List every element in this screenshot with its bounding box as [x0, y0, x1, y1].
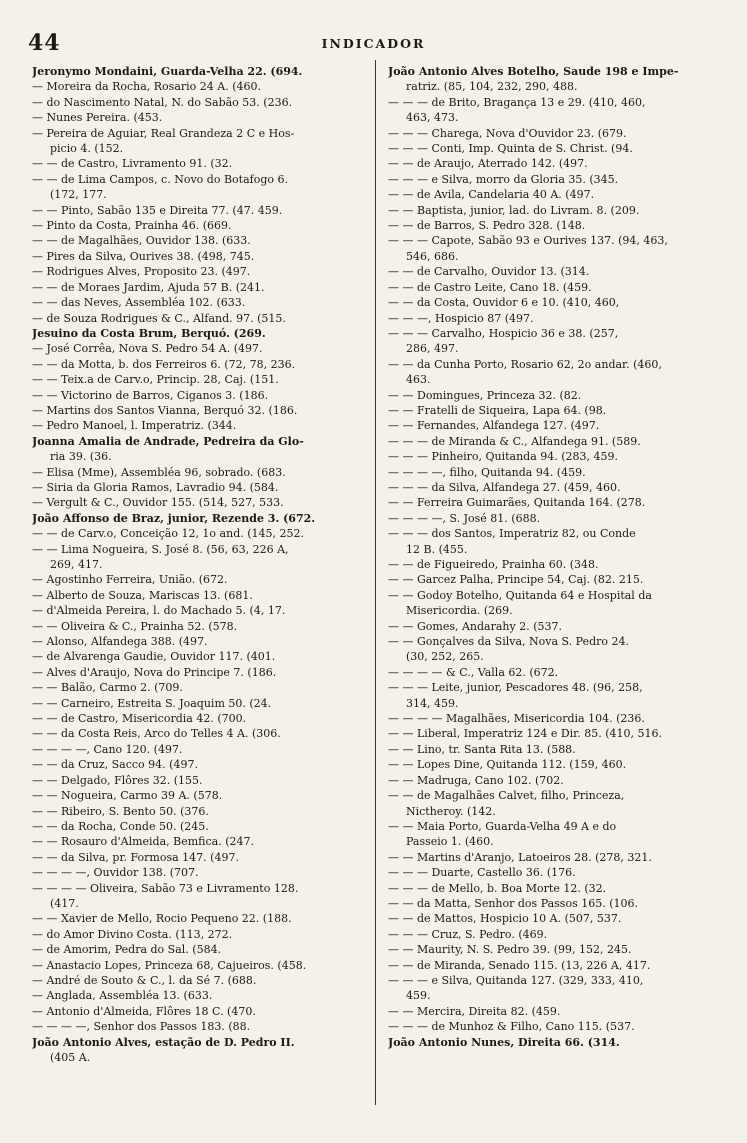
- directory-entry-line: — — — —, filho, Quitanda 94. (459.: [388, 465, 586, 479]
- directory-entry-line: — — Lino, tr. Santa Rita 13. (588.: [388, 742, 576, 756]
- directory-entry-line: — — Rosauro d'Almeida, Bemfica. (247.: [32, 835, 254, 849]
- page-number: 44: [28, 30, 61, 56]
- directory-entry-line: — — Ferreira Guimarães, Quitanda 164. (278.: [388, 496, 646, 510]
- directory-entry-line: — — Lima Nogueira, S. José 8. (56, 63, 226 A,: [32, 542, 289, 556]
- directory-entry-line: — Alves d'Araujo, Nova do Principe 7. (186.: [32, 665, 277, 679]
- directory-entry-line: — — — dos Santos, Imperatriz 82, ou Conde: [388, 527, 636, 541]
- directory-entry-line: — do Amor Divino Costa. (113, 272.: [32, 927, 233, 941]
- directory-entry-line: — André de Souto & C., l. da Sé 7. (688.: [32, 973, 257, 987]
- directory-entry-line: — — Balão, Carmo 2. (709.: [32, 681, 183, 695]
- directory-entry-line: — Moreira da Rocha, Rosario 24 A. (460.: [32, 80, 261, 94]
- directory-entry-line: Misericordia. (269.: [406, 604, 513, 618]
- directory-entry-line: — — da Cunha Porto, Rosario 62, 2o andar. (460,: [388, 357, 662, 371]
- directory-entry-line: — — — —, Ouvidor 138. (707.: [32, 866, 199, 880]
- directory-entry-line: — Vergult & C., Ouvidor 155. (514, 527, 533.: [32, 496, 284, 510]
- directory-entry-line: — — de Carv.o, Conceição 12, 1o and. (145, 252.: [32, 527, 305, 541]
- directory-entry-line: — — — e Silva, morro da Gloria 35. (345.: [388, 172, 619, 186]
- running-title: INDICADOR: [321, 36, 426, 51]
- directory-entry-line: — — Pinto, Sabão 135 e Direita 77. (47. 459.: [32, 203, 283, 217]
- directory-entry-line: 459.: [406, 989, 431, 1003]
- directory-entry-line: — — Liberal, Imperatriz 124 e Dir. 85. (410, 516.: [388, 727, 662, 741]
- directory-entry-line: — — Nogueira, Carmo 39 A. (578.: [32, 789, 223, 803]
- directory-entry-line: — Anastacio Lopes, Princeza 68, Cajueiros. (458.: [32, 958, 307, 972]
- directory-entry-line: (30, 252, 265.: [406, 650, 484, 664]
- directory-entry-line: ria 39. (36.: [50, 450, 112, 464]
- directory-entry-line: — Pires da Silva, Ourives 38. (498, 745.: [32, 249, 255, 263]
- directory-entry-line: — — — e Silva, Quitanda 127. (329, 333, 410,: [388, 973, 644, 987]
- directory-entry-line: — — de Avila, Candelaria 40 A. (497.: [388, 188, 595, 202]
- directory-entry-line: — d'Almeida Pereira, l. do Machado 5. (4, 17.: [32, 604, 286, 618]
- directory-entry-line: Nictheroy. (142.: [406, 804, 496, 818]
- directory-entry-line: 269, 417.: [50, 558, 103, 571]
- directory-entry-line: — José Corrêa, Nova S. Pedro 54 A. (497.: [32, 342, 263, 356]
- directory-entry-line: João Antonio Alves Botelho, Saude 198 e Impe-: [388, 65, 679, 78]
- directory-entry-line: — — de Magalhães, Ouvidor 138. (633.: [32, 234, 251, 248]
- directory-entry-line: — — da Matta, Senhor dos Passos 165. (106.: [388, 896, 638, 910]
- page-header: [0, 30, 747, 56]
- directory-entry-line: — — de Moraes Jardim, Ajuda 57 B. (241.: [32, 280, 265, 294]
- directory-entry-line: — — de Figueiredo, Prainha 60. (348.: [388, 558, 599, 571]
- directory-entry-line: — — — Capote, Sabão 93 e Ourives 137. (94, 463,: [388, 234, 668, 248]
- directory-entry-line: — — Lopes Dine, Quitanda 112. (159, 460.: [388, 758, 627, 772]
- directory-entry-line: — de Souza Rodrigues & C., Alfand. 97. (515.: [32, 311, 286, 325]
- directory-entry-line: Jeronymo Mondaini, Guarda-Velha 22. (694.: [32, 65, 303, 78]
- directory-entry-line: Joanna Amalia de Andrade, Pedreira da Glo-: [32, 434, 304, 448]
- directory-entry-line: — Alonso, Alfandega 388. (497.: [32, 635, 208, 649]
- directory-entry-line: — — Gomes, Andarahy 2. (537.: [388, 619, 562, 633]
- directory-entry-line: — — Mercira, Direita 82. (459.: [388, 1004, 561, 1018]
- directory-entry-line: ratriz. (85, 104, 232, 290, 488.: [406, 80, 578, 94]
- directory-entry-line: — — Garcez Palha, Principe 54, Caj. (82. 215.: [388, 573, 644, 587]
- directory-entry-line: 12 B. (455.: [406, 542, 468, 556]
- directory-entry-line: — Pedro Manoel, l. Imperatriz. (344.: [32, 419, 237, 433]
- directory-entry-line: — Rodrigues Alves, Proposito 23. (497.: [32, 265, 251, 279]
- directory-entry-line: — — — Charega, Nova d'Ouvidor 23. (679.: [388, 126, 627, 140]
- directory-entry-line: — — — Cruz, S. Pedro. (469.: [388, 927, 548, 941]
- directory-entry-line: — — da Costa, Ouvidor 6 e 10. (410, 460,: [388, 296, 620, 310]
- directory-entry-line: — — da Silva, pr. Formosa 147. (497.: [32, 850, 239, 864]
- directory-entry-line: — — Maurity, N. S. Pedro 39. (99, 152, 245.: [388, 943, 632, 957]
- directory-entry-line: — — — Conti, Imp. Quinta de S. Christ. (94.: [388, 142, 633, 156]
- directory-entry-line: — — Fernandes, Alfandega 127. (497.: [388, 419, 600, 433]
- directory-entry-line: — Pereira de Aguiar, Real Grandeza 2 C e Hos-: [32, 126, 295, 140]
- directory-entry-line: — — de Carvalho, Ouvidor 13. (314.: [388, 265, 590, 279]
- directory-entry-line: — — — Duarte, Castello 36. (176.: [388, 866, 576, 880]
- directory-entry-line: — Siria da Gloria Ramos, Lavradio 94. (584.: [32, 480, 279, 494]
- directory-entry-line: — — — de Mello, b. Boa Morte 12. (32.: [388, 881, 607, 895]
- directory-entry-line: 546, 686.: [406, 249, 459, 263]
- directory-entry-line: 314, 459.: [406, 696, 459, 710]
- directory-entry-line: — Antonio d'Almeida, Flôres 18 C. (470.: [32, 1004, 256, 1018]
- directory-entry-line: — — — da Silva, Alfandega 27. (459, 460.: [388, 480, 621, 494]
- right-column: [388, 64, 720, 1050]
- directory-entry-line: — — de Castro Leite, Cano 18. (459.: [388, 280, 592, 294]
- directory-entry-line: João Affonso de Braz, junior, Rezende 3. (672.: [32, 511, 316, 525]
- directory-entry-line: — — Victorino de Barros, Ciganos 3. (186.: [32, 388, 269, 402]
- directory-entry-line: — — — — Oliveira, Sabão 73 e Livramento 128.: [32, 881, 299, 895]
- directory-entry-line: João Antonio Nunes, Direita 66. (314.: [388, 1035, 620, 1049]
- directory-entry-line: — — da Costa Reis, Arco do Telles 4 A. (306.: [32, 727, 281, 741]
- directory-entry-line: (405 A.: [50, 1051, 91, 1064]
- directory-entry-line: — — Martins d'Aranjo, Latoeiros 28. (278, 321.: [388, 850, 652, 864]
- directory-entry-line: — Martins dos Santos Vianna, Berquó 32. (186.: [32, 403, 298, 417]
- left-column: [32, 64, 372, 1065]
- directory-entry-line: 463, 473.: [406, 111, 459, 125]
- directory-entry-line: — — Gonçalves da Silva, Nova S. Pedro 24.: [388, 635, 630, 649]
- directory-entry-line: — — Teix.a de Carv.o, Princip. 28, Caj. (151.: [32, 373, 279, 387]
- directory-entry-line: Passeio 1. (460.: [406, 835, 494, 849]
- directory-entry-line: — — Godoy Botelho, Quitanda 64 e Hospital da: [388, 588, 652, 602]
- directory-entry-line: — — — Pinheiro, Quitanda 94. (283, 459.: [388, 450, 619, 464]
- directory-entry-line: — Nunes Pereira. (453.: [32, 111, 163, 125]
- directory-entry-line: — — de Barros, S. Pedro 328. (148.: [388, 219, 586, 233]
- directory-entry-line: — — Baptista, junior, lad. do Livram. 8. (209.: [388, 203, 640, 217]
- directory-entry-line: — — — de Munhoz & Filho, Cano 115. (537.: [388, 1020, 635, 1034]
- directory-entry-line: — — de Miranda, Senado 115. (13, 226 A, 417.: [388, 958, 651, 972]
- directory-entry-line: picio 4. (152.: [50, 142, 124, 156]
- directory-entry-line: — — de Mattos, Hospicio 10 A. (507, 537.: [388, 912, 622, 926]
- directory-entry-line: — — — Carvalho, Hospicio 36 e 38. (257,: [388, 326, 619, 340]
- directory-entry-line: — — — —, Cano 120. (497.: [32, 742, 183, 756]
- directory-entry-line: — — de Magalhães Calvet, filho, Princeza,: [388, 789, 625, 803]
- directory-entry-line: — Pinto da Costa, Prainha 46. (669.: [32, 219, 232, 233]
- directory-entry-line: — — — de Brito, Bragança 13 e 29. (410, 460,: [388, 95, 646, 109]
- directory-entry-line: — — Oliveira & C., Prainha 52. (578.: [32, 619, 238, 633]
- directory-entry-line: — — de Araujo, Aterrado 142. (497.: [388, 157, 588, 171]
- directory-entry-line: — de Alvarenga Gaudie, Ouvidor 117. (401.: [32, 650, 276, 664]
- column-divider: [375, 60, 376, 1105]
- directory-entry-line: — — — —, Senhor dos Passos 183. (88.: [32, 1020, 251, 1034]
- directory-entry-line: — — — —, S. José 81. (688.: [388, 511, 541, 525]
- directory-entry-line: — Elisa (Mme), Assembléa 96, sobrado. (683.: [32, 465, 286, 479]
- directory-entry-line: — Alberto de Souza, Mariscas 13. (681.: [32, 588, 253, 602]
- directory-entry-line: — — da Cruz, Sacco 94. (497.: [32, 758, 198, 772]
- directory-entry-line: João Antonio Alves, estação de D. Pedro II.: [32, 1035, 295, 1049]
- directory-entry-line: — — Fratelli de Siqueira, Lapa 64. (98.: [388, 403, 607, 417]
- directory-entry-line: — — das Neves, Assembléa 102. (633.: [32, 296, 246, 310]
- directory-entry-line: — — Carneiro, Estreita S. Joaquim 50. (24.: [32, 696, 272, 710]
- directory-entry-line: — — Madruga, Cano 102. (702.: [388, 773, 564, 787]
- directory-entry-line: — do Nascimento Natal, N. do Sabão 53. (236.: [32, 95, 293, 109]
- directory-entry-line: — — de Castro, Misericordia 42. (700.: [32, 712, 247, 726]
- directory-entry-line: — — de Castro, Livramento 91. (32.: [32, 157, 233, 171]
- directory-entry-line: — Anglada, Assembléa 13. (633.: [32, 989, 213, 1003]
- directory-entry-line: — — Xavier de Mello, Rocio Pequeno 22. (188.: [32, 912, 292, 926]
- directory-entry-line: 286, 497.: [406, 342, 459, 356]
- directory-entry-line: — Agostinho Ferreira, União. (672.: [32, 573, 228, 587]
- directory-entry-line: — — de Lima Campos, c. Novo do Botafogo 6.: [32, 172, 288, 186]
- directory-entry-line: Jesuino da Costa Brum, Berquó. (269.: [32, 326, 266, 340]
- directory-entry-line: — — — — & C., Valla 62. (672.: [388, 665, 559, 679]
- directory-entry-line: — — da Rocha, Conde 50. (245.: [32, 819, 209, 833]
- directory-entry-line: — — — de Miranda & C., Alfandega 91. (589.: [388, 434, 641, 448]
- directory-entry-line: (417.: [50, 896, 79, 910]
- directory-entry-line: — — — Leite, junior, Pescadores 48. (96, 258,: [388, 681, 643, 695]
- directory-entry-line: (172, 177.: [50, 188, 107, 202]
- directory-entry-line: — — —, Hospicio 87 (497.: [388, 311, 534, 325]
- directory-entry-line: — — Domingues, Princeza 32. (82.: [388, 388, 582, 402]
- directory-entry-line: — — Maia Porto, Guarda-Velha 49 A e do: [388, 819, 617, 833]
- directory-entry-line: — — Ribeiro, S. Bento 50. (376.: [32, 804, 209, 818]
- directory-entry-line: — de Amorim, Pedra do Sal. (584.: [32, 943, 222, 957]
- directory-entry-line: 463.: [406, 373, 431, 387]
- directory-entry-line: — — da Motta, b. dos Ferreiros 6. (72, 78, 236.: [32, 357, 296, 371]
- directory-entry-line: — — Delgado, Flôres 32. (155.: [32, 773, 203, 787]
- directory-entry-line: — — — — Magalhães, Misericordia 104. (236.: [388, 712, 645, 726]
